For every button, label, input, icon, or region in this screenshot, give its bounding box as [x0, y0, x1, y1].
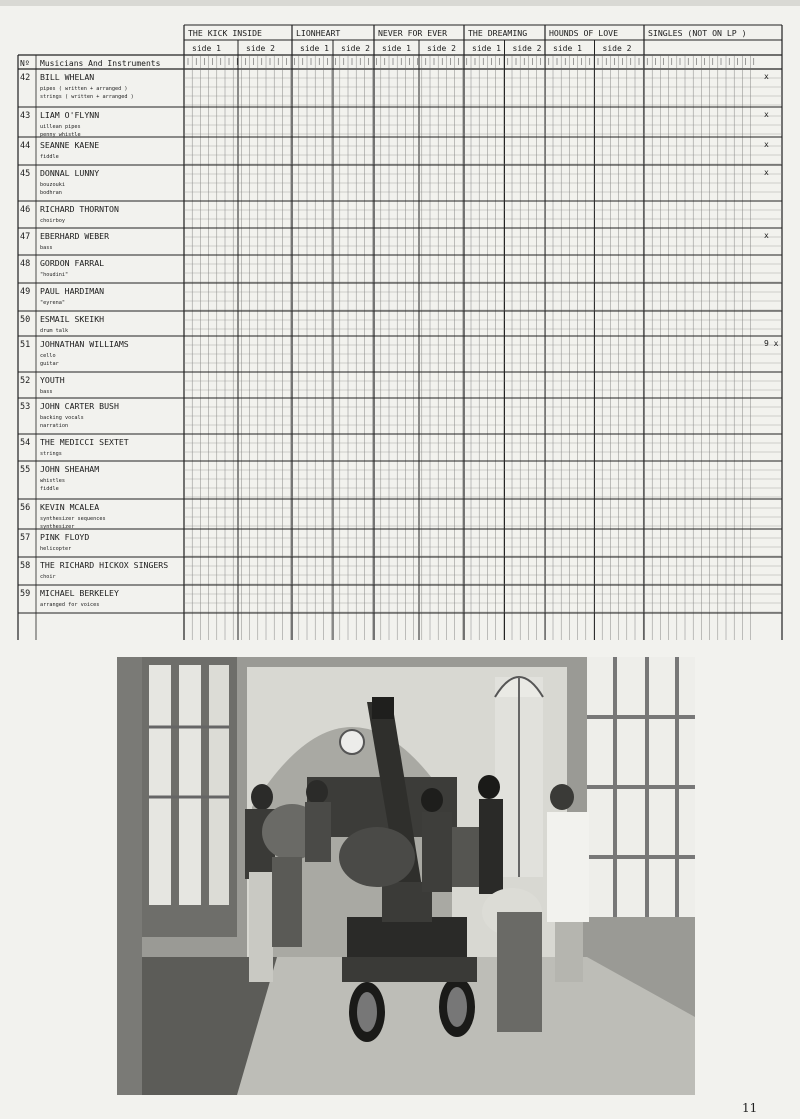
side-label: side 2: [602, 44, 632, 53]
musician-number: 43: [20, 111, 31, 121]
instrument-label: choirboy: [40, 218, 65, 224]
singles-mark: x: [764, 231, 769, 240]
instrument-label: drum talk: [40, 328, 69, 334]
side-label: side 2: [246, 44, 275, 53]
musician-name: JOHN CARTER BUSH: [40, 401, 119, 411]
instrument-label: uillean pipes: [40, 124, 81, 130]
singles-mark: x: [764, 168, 769, 177]
instrument-label: bass: [40, 389, 53, 395]
album-title: THE KICK INSIDE: [188, 28, 262, 38]
instrument-label: whistles: [40, 478, 65, 484]
musician-number: 42: [20, 73, 31, 83]
musician-name: ESMAIL SKEIKH: [40, 314, 105, 324]
album-title: HOUNDS OF LOVE: [549, 28, 619, 38]
musician-name: YOUTH: [40, 375, 65, 385]
side-label: side 1: [553, 44, 582, 53]
instrument-label: pipes ( written + arranged ): [40, 86, 128, 92]
musician-name: DONNAL LUNNY: [40, 168, 100, 178]
musician-number: 52: [20, 376, 31, 386]
instrument-label: bodhran: [40, 190, 62, 196]
side-label: side 2: [427, 44, 456, 53]
singles-mark: x: [764, 110, 769, 119]
instrument-label: bass: [40, 245, 53, 251]
musician-number: 58: [20, 561, 31, 571]
instrument-label: helicopter: [40, 546, 72, 552]
musician-name: GORDON FARRAL: [40, 258, 105, 268]
instrument-label: backing vocals: [40, 415, 84, 421]
musician-number: 54: [20, 438, 31, 448]
instrument-label: narration: [40, 423, 69, 429]
singles-mark: x: [764, 140, 769, 149]
musician-number: 48: [20, 259, 31, 269]
musician-name: PAUL HARDIMAN: [40, 286, 105, 296]
instrument-label: "houdini": [40, 272, 69, 278]
singles-mark: x: [764, 72, 769, 81]
instrument-label: choir: [40, 574, 56, 580]
musician-number: 57: [20, 533, 31, 543]
musician-name: THE RICHARD HICKOX SINGERS: [40, 560, 169, 570]
instrument-label: penny whistle: [40, 132, 81, 138]
musician-number: 45: [20, 169, 31, 179]
musician-name: PINK FLOYD: [40, 532, 90, 542]
musician-name: BILL WHELAN: [40, 72, 95, 82]
side-label: side 2: [512, 44, 542, 53]
side-label: side 1: [472, 44, 501, 53]
musician-name: JOHN SHEAHAM: [40, 464, 100, 474]
instrument-label: guitar: [40, 361, 59, 367]
album-title: SINGLES (NOT ON LP ): [648, 28, 747, 38]
musician-name: EBERHARD WEBER: [40, 231, 110, 241]
photo: [117, 657, 695, 1095]
page-number: 11: [742, 1101, 758, 1115]
instrument-label: strings ( written + arranged ): [40, 94, 134, 100]
instrument-label: fiddle: [40, 486, 59, 492]
musician-number: 46: [20, 205, 31, 215]
musician-name: MICHAEL BERKELEY: [40, 588, 119, 598]
musician-name: THE MEDICCI SEXTET: [40, 437, 129, 447]
album-title: NEVER FOR EVER: [378, 28, 448, 38]
instrument-label: "eyrena": [40, 300, 65, 306]
side-label: side 1: [192, 44, 221, 53]
musician-name: SEANNE KAENE: [40, 140, 100, 150]
musician-number: 56: [20, 503, 31, 513]
instrument-label: fiddle: [40, 154, 59, 160]
album-title: THE DREAMING: [468, 28, 528, 38]
side-label: side 1: [300, 44, 329, 53]
musician-number: 53: [20, 402, 31, 412]
instrument-label: bouzouki: [40, 182, 65, 188]
column-label: Musicians And Instruments: [40, 59, 161, 68]
photo-studio-hallway-crane-icon: [117, 657, 695, 1095]
instrument-label: synthesizer: [40, 524, 75, 530]
number-label: Nº: [20, 59, 30, 68]
musician-number: 55: [20, 465, 31, 475]
singles-mark: 9 x: [764, 339, 779, 348]
musician-number: 51: [20, 340, 31, 350]
album-title: LIONHEART: [296, 28, 341, 38]
musician-number: 44: [20, 141, 31, 151]
instrument-label: cello: [40, 353, 56, 359]
musician-name: RICHARD THORNTON: [40, 204, 119, 214]
musician-number: 49: [20, 287, 31, 297]
musician-name: JOHNATHAN WILLIAMS: [40, 339, 129, 349]
instrument-label: strings: [40, 451, 62, 457]
instrument-label: synthesizer sequences: [40, 516, 106, 522]
musician-name: LIAM O'FLYNN: [40, 110, 100, 120]
musician-number: 47: [20, 232, 31, 242]
side-label: side 2: [341, 44, 370, 53]
side-label: side 1: [382, 44, 411, 53]
instrument-label: arranged for voices: [40, 602, 100, 608]
musician-name: KEVIN MCALEA: [40, 502, 100, 512]
musician-number: 59: [20, 589, 31, 599]
musician-number: 50: [20, 315, 31, 325]
